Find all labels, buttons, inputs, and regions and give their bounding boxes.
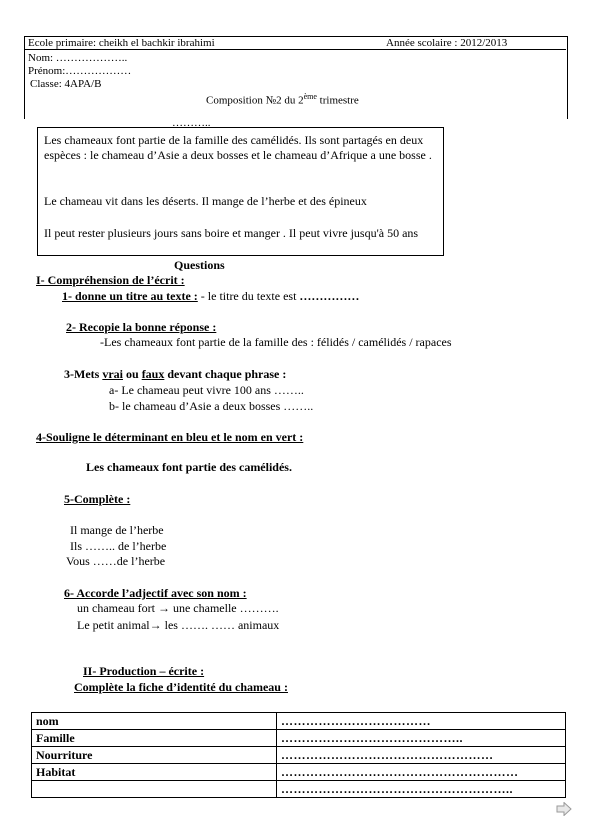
q1-text: - le titre du texte est [197,289,300,303]
q4-sentence: Les chameaux font partie des camélidés. [86,460,292,474]
q3-mid: ou [123,367,142,381]
row-label [32,781,277,798]
table-row [32,781,566,798]
q3-item-a: a- Le chameau peut vivre 100 ans …….. [109,383,304,397]
table-row [32,747,566,764]
row-value: …………………………………………… [277,747,566,764]
row-label: nom [32,713,277,730]
nom-field: Nom: ……………….. [28,52,128,64]
row-label: Nourriture [32,747,277,764]
question-5-label: 5-Complète : [64,492,131,506]
row-label: Habitat [32,764,277,781]
row-value: ……………………………………………….. [277,781,566,798]
table-row [32,764,566,781]
text-title-dots: ……….. [172,117,211,129]
reading-text-box [37,117,444,256]
q5-line-2: Ils …….. de l’herbe [70,539,167,553]
q6-line-1: un chameau fort → une chamelle ………. [77,601,279,615]
q5-line-3: Vous ……de l’herbe [66,554,166,568]
text-paragraph-1: Les chameaux font partie de la famille des camélidés. Ils sont partagés en deux espèces : le chameau d’Asie a deux bosses et le chameau d’Afrique a une bosse . [44,133,432,162]
text-paragraph-3: Il peut rester plusieurs jours sans boire et manger . Il peut vivre jusqu'à 50 ans [44,226,419,240]
row-value: ………………………………………………… [277,764,566,781]
school-year: Année scolaire : 2012/2013 [386,37,508,49]
classe-field: Classe: 4APA/B [30,78,102,90]
q3-post: devant chaque phrase : [164,367,287,381]
exam-title [206,92,359,107]
text-paragraph-2: Le chameau vit dans les déserts. Il mange de l’herbe et des épineux [44,194,367,208]
questions-heading: Questions [174,258,225,272]
question-2-label [58,320,216,335]
q1-label: 1- donne un titre au texte : [62,289,198,303]
q3-item-b: b- le chameau d’Asie a deux bosses …….. [109,399,314,413]
question-4-label: 4-Souligne le déterminant en bleu et le nom en vert : [36,430,304,444]
q3-faux: faux [141,367,165,381]
q6-label: 6- Accorde l’adjectif avec son nom : [64,586,247,600]
exam-title-end: trimestre [316,94,359,107]
section-production [77,664,204,679]
row-value: ……………………………… [277,713,566,730]
question-6-label [36,586,247,601]
row-value: …………………………………….. [277,730,566,747]
q3-vrai: vrai [102,367,123,381]
identity-card-table [31,712,566,798]
question-3-label [64,367,286,382]
table-row [32,730,566,747]
q5-line-1: Il mange de l’herbe [70,523,164,537]
q2-text: -Les chameaux font partie de la famille des : félidés / camélidés / rapaces [100,335,452,349]
row-label: Famille [32,730,277,747]
production-heading: II- Production – écrite : [83,664,205,678]
q2-label: 2- Recopie la bonne réponse : [66,320,217,334]
q3-pre: 3-Mets [64,367,103,381]
exam-title-main: Composition №2 du 2 [206,94,304,107]
prenom-field: Prénom:……………… [28,65,132,77]
header-divider [24,49,566,50]
production-instruction: Complète la fiche d’identité du chameau : [74,680,288,694]
arrow-right-icon[interactable] [556,802,572,816]
q1-dots: …………… [299,289,360,303]
question-1 [46,289,359,304]
section-comprehension: I- Compréhension de l’écrit : [36,273,185,287]
exam-title-sup: ème [303,92,317,101]
q6-line-2: Le petit animal→ les ……. …… animaux [77,618,280,632]
table-row [32,713,566,730]
school-name: Ecole primaire: cheikh el bachkir ibrahimi [28,37,215,49]
